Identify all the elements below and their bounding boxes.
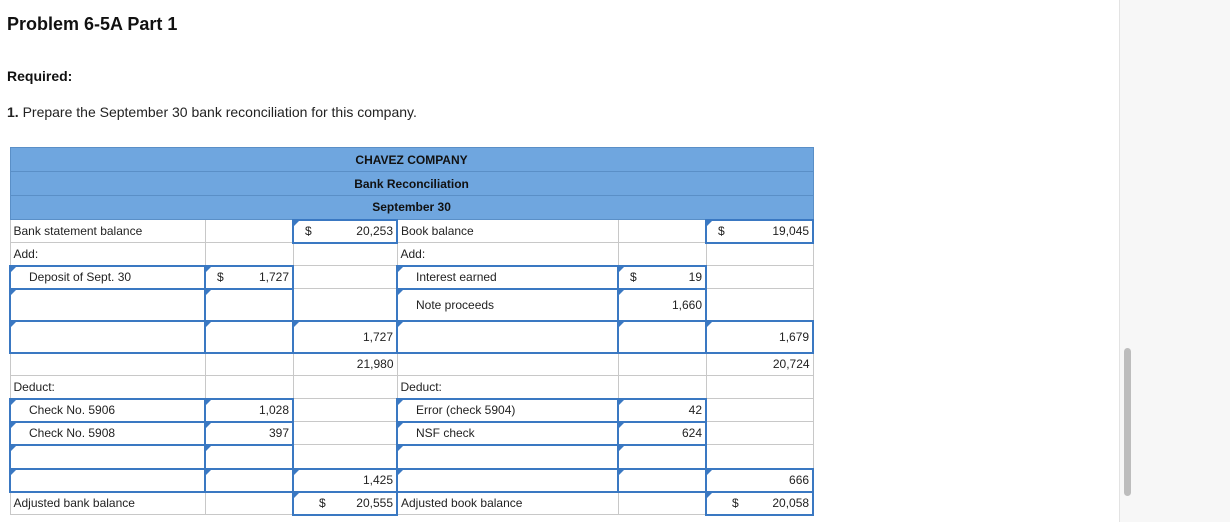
bank-deduct-total-input[interactable]: 1,425 xyxy=(293,469,397,492)
empty-cell xyxy=(205,243,293,266)
bank-deduct-item-4-input[interactable] xyxy=(10,469,205,492)
book-balance-value: 19,045 xyxy=(772,224,810,238)
empty-cell xyxy=(293,243,397,266)
book-deduct-amount-4-input[interactable] xyxy=(618,469,706,492)
book-deduct-amount-2-input[interactable]: 624 xyxy=(618,422,706,445)
bank-add-total-input[interactable]: 1,727 xyxy=(293,321,397,353)
dollar-sign: $ xyxy=(718,224,725,238)
empty-cell xyxy=(293,399,397,422)
report-date: September 30 xyxy=(10,196,813,220)
table-row xyxy=(10,376,813,399)
header-row-report xyxy=(10,172,813,196)
book-add-amount-1-input[interactable] xyxy=(618,266,706,289)
book-add-amount-3-input[interactable] xyxy=(618,321,706,353)
bank-add-amount-3-input[interactable] xyxy=(205,321,293,353)
empty-cell xyxy=(706,289,813,321)
bank-add-amount-2-input[interactable] xyxy=(205,289,293,321)
empty-cell xyxy=(293,289,397,321)
table-row xyxy=(10,220,813,243)
empty-cell xyxy=(293,266,397,289)
empty-cell xyxy=(706,399,813,422)
book-add-label: Add: xyxy=(397,243,618,266)
book-deduct-item-1-input[interactable]: Error (check 5904) xyxy=(397,399,618,422)
empty-cell xyxy=(706,376,813,399)
empty-cell xyxy=(706,243,813,266)
table-row xyxy=(10,422,813,445)
instruction xyxy=(7,104,417,120)
adjusted-book-label: Adjusted book balance xyxy=(397,492,618,515)
report-title: Bank Reconciliation xyxy=(10,172,813,196)
empty-cell xyxy=(397,353,618,376)
book-deduct-label: Deduct: xyxy=(397,376,618,399)
book-add-total-input[interactable]: 1,679 xyxy=(706,321,813,353)
empty-cell xyxy=(618,492,706,515)
instruction-number: 1. xyxy=(7,104,19,120)
table-row xyxy=(10,469,813,492)
bank-add-item-3-input[interactable] xyxy=(10,321,205,353)
adjusted-bank-label: Adjusted bank balance xyxy=(10,492,205,515)
empty-cell xyxy=(293,445,397,469)
bank-add-label: Add: xyxy=(10,243,205,266)
bank-deduct-item-3-input[interactable] xyxy=(10,445,205,469)
header-row-date xyxy=(10,196,813,220)
dollar-sign: $ xyxy=(630,270,637,284)
bank-add-item-2-input[interactable] xyxy=(10,289,205,321)
adjusted-bank-value: 20,555 xyxy=(356,496,393,510)
bank-reconciliation-table xyxy=(9,147,814,516)
empty-cell xyxy=(205,376,293,399)
page-title: Problem 6-5A Part 1 xyxy=(7,14,178,34)
bank-deduct-amount-2-input[interactable]: 397 xyxy=(205,422,293,445)
empty-cell xyxy=(10,353,205,376)
book-add-item-1-input[interactable]: Interest earned xyxy=(397,266,618,289)
empty-cell xyxy=(205,492,293,515)
empty-cell xyxy=(205,353,293,376)
bank-add-amount-1-input[interactable] xyxy=(205,266,293,289)
table-row xyxy=(10,445,813,469)
empty-cell xyxy=(618,220,706,243)
table-row xyxy=(10,289,813,321)
empty-cell xyxy=(618,353,706,376)
adjusted-book-balance-input[interactable] xyxy=(706,492,813,515)
empty-cell xyxy=(293,376,397,399)
bank-add-item-1-input[interactable]: Deposit of Sept. 30 xyxy=(10,266,205,289)
book-subtotal: 20,724 xyxy=(706,353,813,376)
dollar-sign: $ xyxy=(305,224,312,238)
scrollbar-thumb[interactable] xyxy=(1124,348,1131,496)
bank-statement-balance-input[interactable] xyxy=(293,220,397,243)
bank-subtotal: 21,980 xyxy=(293,353,397,376)
book-deduct-total-input[interactable]: 666 xyxy=(706,469,813,492)
bank-deduct-amount-1-input[interactable]: 1,028 xyxy=(205,399,293,422)
book-deduct-item-2-input[interactable]: NSF check xyxy=(397,422,618,445)
dollar-sign: $ xyxy=(732,496,739,510)
empty-cell xyxy=(706,266,813,289)
book-add-item-3-input[interactable] xyxy=(397,321,618,353)
instruction-text: Prepare the September 30 bank reconciliation for this company. xyxy=(18,104,417,120)
book-deduct-amount-1-input[interactable]: 42 xyxy=(618,399,706,422)
dollar-sign: $ xyxy=(217,270,224,284)
book-deduct-item-3-input[interactable] xyxy=(397,445,618,469)
adjusted-bank-balance-input[interactable] xyxy=(293,492,397,515)
book-deduct-amount-3-input[interactable] xyxy=(618,445,706,469)
adjusted-book-value: 20,058 xyxy=(772,496,810,510)
bank-deduct-amount-3-input[interactable] xyxy=(205,445,293,469)
table-row xyxy=(10,321,813,353)
table-row xyxy=(10,492,813,515)
required-heading: Required: xyxy=(7,68,73,84)
book-deduct-item-4-input[interactable] xyxy=(397,469,618,492)
table-row xyxy=(10,266,813,289)
bank-deduct-amount-4-input[interactable] xyxy=(205,469,293,492)
book-add-item-2-input[interactable]: Note proceeds xyxy=(397,289,618,321)
book-balance-label: Book balance xyxy=(397,220,618,243)
bank-deduct-item-2-input[interactable]: Check No. 5908 xyxy=(10,422,205,445)
interest-value: 19 xyxy=(688,270,702,284)
table-row xyxy=(10,353,813,376)
empty-cell xyxy=(205,220,293,243)
table-row xyxy=(10,243,813,266)
empty-cell xyxy=(706,422,813,445)
empty-cell xyxy=(293,422,397,445)
empty-cell xyxy=(618,243,706,266)
bank-statement-value: 20,253 xyxy=(356,224,393,238)
empty-cell xyxy=(706,445,813,469)
book-balance-input[interactable] xyxy=(706,220,813,243)
bank-deduct-label: Deduct: xyxy=(10,376,205,399)
book-add-amount-2-input[interactable]: 1,660 xyxy=(618,289,706,321)
dollar-sign: $ xyxy=(319,496,326,510)
deposit-value: 1,727 xyxy=(258,270,289,284)
bank-deduct-item-1-input[interactable]: Check No. 5906 xyxy=(10,399,205,422)
header-row-company xyxy=(10,148,813,172)
bank-statement-label: Bank statement balance xyxy=(10,220,205,243)
scrollbar-track[interactable] xyxy=(1119,0,1230,522)
company-name: CHAVEZ COMPANY xyxy=(10,148,813,172)
table-row xyxy=(10,399,813,422)
empty-cell xyxy=(618,376,706,399)
